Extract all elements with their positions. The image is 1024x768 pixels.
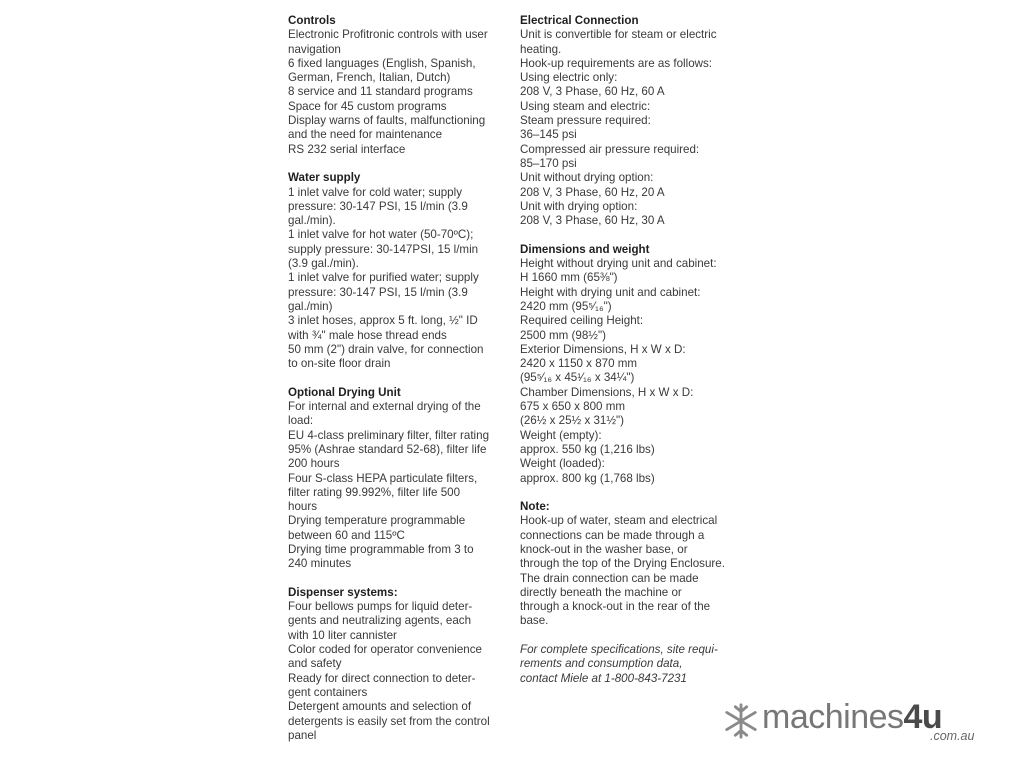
section-text-line: 208 V, 3 Phase, 60 Hz, 60 A	[520, 85, 665, 99]
section-heading: Dispenser systems:	[288, 585, 398, 599]
section-text-line: Ready for direct connection to deter-	[288, 671, 476, 685]
section-text-line: 675 x 650 x 800 mm	[520, 400, 626, 414]
section-text-line: pressure: 30-147 PSI, 15 l/min (3.9	[288, 199, 468, 213]
section-text-line: Weight (loaded):	[520, 457, 605, 471]
section-electrical-connection	[520, 14, 740, 228]
snowflake-burst-icon	[722, 702, 760, 740]
section-heading: Electrical Connection	[520, 14, 639, 27]
section-text-line: 2420 x 1150 x 870 mm	[520, 357, 638, 371]
section-text-line: 2420 mm (95⁵⁄₁₆")	[520, 299, 612, 313]
section-text-line: filter rating 99.992%, filter life 500	[288, 485, 461, 499]
section-text-line: hours	[288, 500, 318, 514]
section-text-line: directly beneath the machine or	[520, 585, 682, 599]
section-text-line: gents and neutralizing agents, each	[288, 614, 472, 628]
section-text-line: RS 232 serial interface	[288, 142, 406, 156]
section-text-line: Exterior Dimensions, H x W x D:	[520, 342, 686, 356]
section-text-line: Space for 45 custom programs	[288, 99, 447, 113]
section-text-line: with 10 liter cannister	[288, 628, 397, 642]
section-heading: Controls	[288, 14, 336, 27]
section-dimensions-and-weight	[520, 243, 740, 486]
machines4u-logo	[722, 700, 992, 744]
contact-line: rements and consumption data,	[520, 657, 683, 671]
section-text-line: Using steam and electric:	[520, 99, 651, 113]
logo-name-accent: 4u	[903, 698, 943, 736]
section-text-line: Compressed air pressure required:	[520, 142, 700, 156]
section-text-line: and the need for maintenance	[288, 128, 443, 142]
section-water-supply	[288, 171, 508, 371]
section-text-line: panel	[288, 728, 317, 742]
section-text-line: approx. 550 kg (1,216 lbs)	[520, 442, 655, 456]
section-text-line: detergents is easily set from the control	[288, 714, 490, 728]
section-text-line: 2500 mm (98½")	[520, 328, 606, 342]
section-text-line: Using electric only:	[520, 71, 618, 85]
section-text-line: 1 inlet valve for cold water; supply	[288, 185, 462, 199]
section-text-line: gent containers	[288, 685, 368, 699]
section-text-line: Four bellows pumps for liquid deter-	[288, 600, 473, 614]
section-text-line: 3 inlet hoses, approx 5 ft. long, ½" ID	[288, 314, 478, 328]
section-text-line: H 1660 mm (65⅜")	[520, 271, 618, 285]
section-text-line: connections can be made through a	[520, 528, 705, 542]
section-text-line: 6 fixed languages (English, Spanish,	[288, 56, 476, 70]
section-text-line: 1 inlet valve for purified water; supply	[288, 271, 479, 285]
section-text-line: 200 hours	[288, 457, 340, 471]
section-optional-drying-unit	[288, 386, 508, 572]
section-text-line: 208 V, 3 Phase, 60 Hz, 20 A	[520, 185, 665, 199]
section-text-line: 8 service and 11 standard programs	[288, 85, 473, 99]
section-text-line: For internal and external drying of the	[288, 400, 481, 414]
section-text-line: approx. 800 kg (1,768 lbs)	[520, 471, 655, 485]
section-text-line: Hook-up of water, steam and electrical	[520, 514, 718, 528]
section-heading: Note:	[520, 500, 550, 514]
section-text-line: to on-site floor drain	[288, 357, 391, 371]
section-text-line: Color coded for operator convenience	[288, 643, 482, 657]
section-text-line: pressure: 30-147 PSI, 15 l/min (3.9	[288, 285, 468, 299]
logo-wordmark	[762, 698, 942, 737]
contact-note	[520, 643, 740, 686]
section-dispenser-systems	[288, 586, 508, 743]
contact-line: For complete specifications, site requi-	[520, 643, 718, 657]
section-text-line: 36–145 psi	[520, 128, 577, 142]
section-text-line: Drying time programmable from 3 to	[288, 542, 474, 556]
section-text-line: German, French, Italian, Dutch)	[288, 71, 451, 85]
section-text-line: Display warns of faults, malfunctioning	[288, 114, 486, 128]
section-text-line: supply pressure: 30-147PSI, 15 l/min	[288, 242, 479, 256]
section-text-line: EU 4-class preliminary filter, filter rating	[288, 428, 490, 442]
section-text-line: 95% (Ashrae standard 52-68), filter life	[288, 442, 487, 456]
section-heading: Optional Drying Unit	[288, 385, 401, 399]
section-text-line: Drying temperature programmable	[288, 514, 466, 528]
logo-name-main: machines	[762, 698, 904, 736]
section-text-line: Required ceiling Height:	[520, 314, 644, 328]
section-text-line: Four S-class HEPA particulate filters,	[288, 471, 478, 485]
section-text-line: between 60 and 115ºC	[288, 528, 405, 542]
section-text-line: Weight (empty):	[520, 428, 602, 442]
section-note	[520, 500, 740, 629]
section-controls	[288, 14, 508, 157]
section-text-line: heating.	[520, 42, 562, 56]
section-text-line: Electronic Profitronic controls with user	[288, 28, 488, 42]
section-text-line: (95⁵⁄₁₆ x 45¹⁄₁₆ x 34¼")	[520, 371, 635, 385]
section-text-line: (26½ x 25½ x 31½")	[520, 414, 625, 428]
right-sections	[520, 14, 740, 629]
section-text-line: The drain connection can be made	[520, 571, 699, 585]
section-text-line: load:	[288, 414, 314, 428]
right-column	[520, 14, 740, 686]
section-text-line: 1 inlet valve for hot water (50-70ºC);	[288, 228, 474, 242]
section-text-line: Chamber Dimensions, H x W x D:	[520, 385, 694, 399]
section-text-line: through the top of the Drying Enclosure.	[520, 557, 725, 571]
section-heading: Dimensions and weight	[520, 242, 650, 256]
section-text-line: 240 minutes	[288, 557, 352, 571]
section-text-line: Unit without drying option:	[520, 171, 654, 185]
section-text-line: Unit is convertible for steam or electric	[520, 28, 717, 42]
section-text-line: knock-out in the washer base, or	[520, 542, 688, 556]
section-heading: Water supply	[288, 171, 361, 185]
section-text-line: base.	[520, 614, 549, 628]
contact-line: contact Miele at 1-800-843-7231	[520, 671, 687, 685]
section-text-line: Unit with drying option:	[520, 199, 638, 213]
left-column	[288, 14, 508, 757]
section-text-line: (3.9 gal./min).	[288, 257, 359, 271]
section-text-line: Detergent amounts and selection of	[288, 700, 472, 714]
section-text-line: 50 mm (2") drain valve, for connection	[288, 342, 484, 356]
section-text-line: gal./min).	[288, 214, 336, 228]
section-text-line: Height with drying unit and cabinet:	[520, 285, 701, 299]
section-text-line: 85–170 psi	[520, 156, 577, 170]
section-text-line: 208 V, 3 Phase, 60 Hz, 30 A	[520, 214, 665, 228]
logo-domain: .com.au	[930, 729, 975, 743]
section-text-line: gal./min)	[288, 299, 333, 313]
section-text-line: Hook-up requirements are as follows:	[520, 56, 713, 70]
section-text-line: Height without drying unit and cabinet:	[520, 257, 717, 271]
section-text-line: through a knock-out in the rear of the	[520, 600, 711, 614]
section-text-line: with ¾" male hose thread ends	[288, 328, 447, 342]
section-text-line: Steam pressure required:	[520, 114, 651, 128]
section-text-line: and safety	[288, 657, 342, 671]
section-text-line: navigation	[288, 42, 341, 56]
